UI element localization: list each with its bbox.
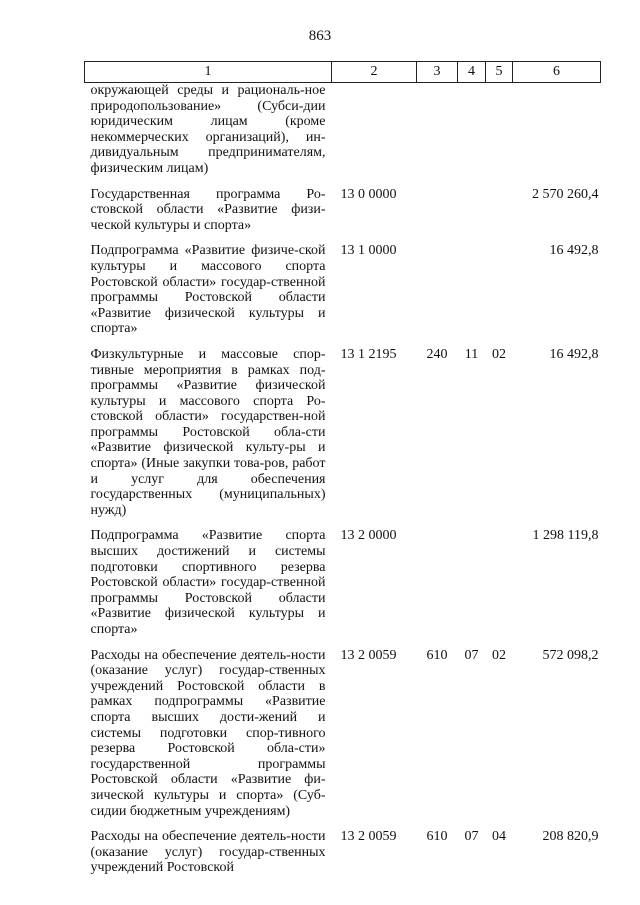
row-csr: 13 0 0000 — [340, 186, 397, 202]
header-col-3: 3 — [417, 62, 458, 83]
header-col-6: 6 — [513, 62, 601, 83]
row-rz: 07 — [464, 829, 479, 845]
row-rz — [458, 528, 486, 637]
row-csr: 13 1 0000 — [340, 243, 397, 259]
row-vr — [417, 83, 458, 177]
row-csr: 13 2 0059 — [340, 829, 397, 845]
row-name: Подпрограмма «Развитие физиче-ской культуры и массового спорта Ростовской области» государ-ственной программы Ростовской области «Развитие физической культуры и спорта» — [90, 243, 326, 337]
row-csr: 13 1 2195 — [340, 346, 397, 362]
row-rz — [458, 243, 486, 337]
row-pr: 04 — [492, 829, 506, 845]
table-row — [85, 829, 601, 876]
row-name: Подпрограмма «Развитие спорта высших достижений и системы подготовки спортивного резерва Ростовской области» государ-ственной программы Ростовской области «Развитие физической культуры и спорта» — [90, 528, 326, 637]
row-rz: 11 — [464, 346, 479, 362]
table-row — [85, 347, 601, 519]
header-col-5: 5 — [486, 62, 513, 83]
row-vr — [417, 528, 458, 637]
row-sum: 16 492,8 — [549, 346, 599, 362]
budget-table — [84, 61, 601, 876]
table-row — [85, 187, 601, 234]
row-sum: 208 820,9 — [542, 829, 599, 845]
row-name: окружающей среды и рациональ-ное природопользование» (Субси-дии юридическим лицам (кроме некоммерческих организаций), ин-дивидуальным предпринимателям, физическим лицам) — [90, 83, 326, 176]
row-pr — [486, 243, 513, 337]
row-pr — [486, 528, 513, 637]
row-vr: 240 — [426, 346, 448, 362]
row-sum — [513, 83, 601, 177]
header-col-2: 2 — [332, 62, 417, 83]
row-sum: 16 492,8 — [549, 243, 599, 259]
row-pr: 02 — [492, 346, 506, 362]
row-name: Физкультурные и массовые спор-тивные мероприятия в рамках под-программы «Развитие физической культуры и массового спорта Ро-стовской области» государствен-ной программы Ростовской обла-сти «Развитие физической культу-ры и спорта» (Иные закупки това-ров, работ и услуг для обеспечения государственных (муниципальных) нужд) — [90, 346, 326, 518]
row-sum: 2 570 260,4 — [532, 186, 599, 202]
table-body — [85, 83, 601, 876]
row-vr: 610 — [426, 829, 448, 845]
row-rz — [458, 83, 486, 177]
row-name: Расходы на обеспечение деятель-ности (оказание услуг) государ-ственных учреждений Ростовской области в рамках подпрограммы «Развитие спорта высших дости-жений и системы подготовки спор-тивного резерва Ростовской обла-сти» государственной программы Ростовской области «Развитие фи-зической культуры и спорта» (Суб-сидии бюджетным учреждениям) — [90, 647, 326, 819]
row-vr: 610 — [426, 647, 448, 663]
table-row — [85, 243, 601, 337]
row-pr — [486, 83, 513, 177]
row-pr: 02 — [492, 647, 506, 663]
row-csr: 13 2 0059 — [340, 647, 397, 663]
table-row — [85, 528, 601, 637]
row-vr — [417, 243, 458, 337]
row-csr: 13 2 0000 — [340, 528, 397, 544]
page-number: 863 — [308, 28, 332, 44]
row-pr — [486, 187, 513, 234]
row-name: Расходы на обеспечение деятель-ности (оказание услуг) государ-ственных учреждений Ростовской — [90, 829, 326, 876]
row-rz — [458, 187, 486, 234]
table-row — [85, 83, 601, 177]
table-header-row — [85, 62, 601, 83]
row-name: Государственная программа Ро-стовской области «Развитие физи-ческой культуры и спорта» — [90, 186, 326, 233]
table-row — [85, 648, 601, 820]
row-csr — [332, 83, 417, 177]
row-rz: 07 — [464, 647, 479, 663]
header-col-4: 4 — [458, 62, 486, 83]
row-sum: 1 298 119,8 — [532, 528, 599, 544]
row-vr — [417, 187, 458, 234]
header-col-1: 1 — [85, 62, 332, 83]
row-sum: 572 098,2 — [542, 647, 599, 663]
